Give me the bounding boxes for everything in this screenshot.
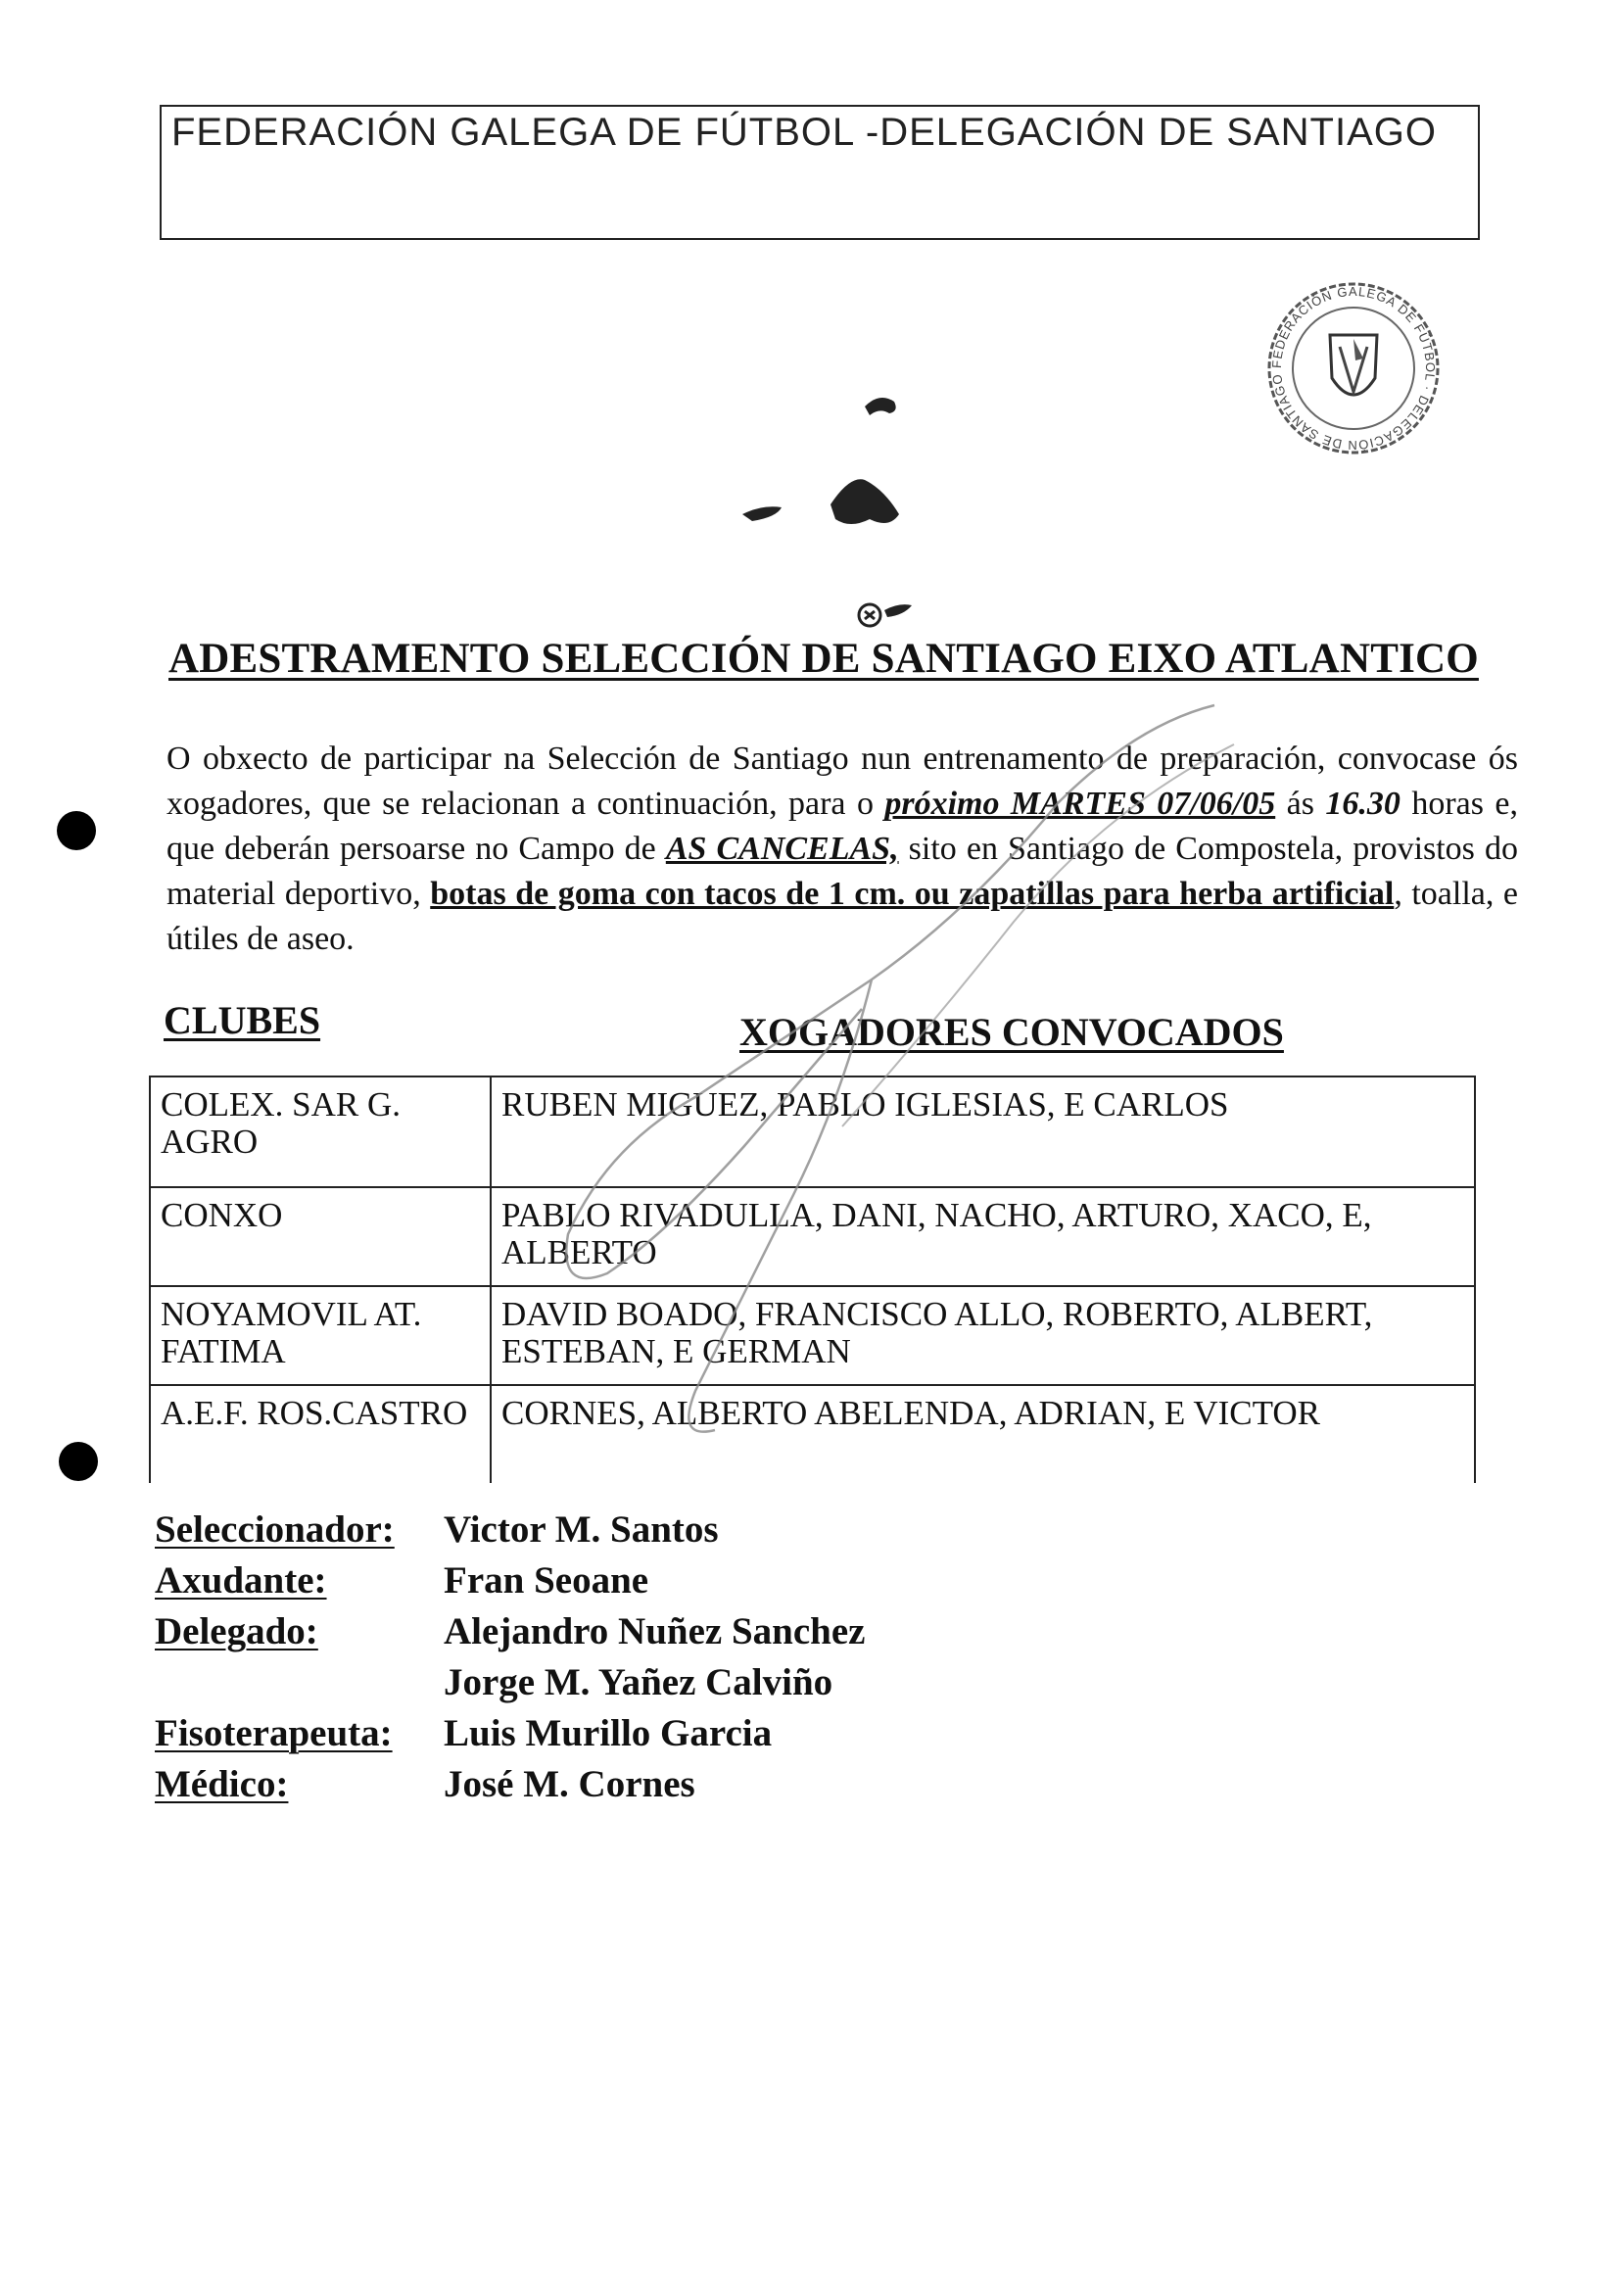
convocation-table [149, 1076, 1476, 1483]
punch-hole [59, 1442, 98, 1481]
club-cell: CONXO [150, 1187, 491, 1286]
staff-name: Fran Seoane [444, 1559, 649, 1602]
intro-paragraph [166, 737, 1518, 962]
staff-name: Alejandro Nuñez Sanchez [444, 1610, 866, 1652]
seal-text: FEDERACIÓN GALEGA DE FÚTBOL · DELEGACIÓN DE SANTIAGO [1268, 283, 1439, 454]
header-title: FEDERACIÓN GALEGA DE FÚTBOL -DELEGACIÓN DE SANTIAGO [171, 111, 1437, 154]
players-cell: PABLO RIVADULLA, DANI, NACHO, ARTURO, XACO, E, ALBERTO [491, 1187, 1475, 1286]
staff-role: Delegado: [155, 1610, 318, 1652]
document-title: ADESTRAMENTO SELECCIÓN DE SANTIAGO EIXO ATLANTICO [168, 636, 1479, 682]
club-cell: NOYAMOVIL AT. FATIMA [150, 1286, 491, 1385]
club-cell: COLEX. SAR G. AGRO [150, 1076, 491, 1187]
staff-role: Axudante: [155, 1559, 327, 1602]
staff-list [155, 1505, 865, 1810]
intro-text-5: , toalla, e útiles de aseo. [166, 876, 1518, 957]
staff-role: Médico: [155, 1763, 289, 1805]
table-row [150, 1076, 1475, 1187]
staff-row [155, 1759, 865, 1810]
staff-name: Victor M. Santos [444, 1508, 719, 1551]
staff-name: Luis Murillo Garcia [444, 1712, 773, 1754]
staff-role: Seleccionador: [155, 1508, 395, 1551]
table-row [150, 1286, 1475, 1385]
federation-seal-icon [1261, 276, 1446, 460]
club-cell: A.E.F. ROS.CASTRO [150, 1385, 491, 1483]
punch-hole [57, 811, 96, 850]
training-time: 16.30 [1325, 786, 1400, 822]
footwear-requirement: botas de goma con tacos de 1 cm. ou zapatillas para herba artificial [430, 876, 1395, 912]
clubs-column-heading: CLUBES [164, 998, 321, 1042]
table-row [150, 1385, 1475, 1483]
staff-role [155, 1657, 444, 1708]
staff-row [155, 1606, 865, 1657]
intro-text-3: horas e, que deberán persoarse no Campo de [166, 786, 1518, 867]
staff-name: Jorge M. Yañez Calviño [444, 1661, 833, 1703]
training-date: próximo MARTES 07/06/05 [884, 786, 1276, 822]
players-column-heading: XOGADORES CONVOCADOS [739, 1010, 1284, 1054]
players-cell: RUBEN MIGUEZ, PABLO IGLESIAS, E CARLOS [491, 1076, 1475, 1187]
players-cell: DAVID BOADO, FRANCISCO ALLO, ROBERTO, ALBERT, ESTEBAN, E GERMAN [491, 1286, 1475, 1385]
staff-role: Fisoterapeuta: [155, 1712, 393, 1754]
intro-text-2: ás [1275, 786, 1326, 822]
staff-row [155, 1505, 865, 1555]
intro-text-1: O obxecto de participar na Selección de Santiago nun entrenamento de preparación, convocase ós xogadores, que se relacionan a continuación, para o [166, 741, 1518, 822]
venue-name: AS CANCELAS, [665, 831, 899, 867]
staff-row [155, 1555, 865, 1606]
staff-row [155, 1657, 865, 1708]
staff-name: José M. Cornes [444, 1763, 695, 1805]
intro-text-4: sito en Santiago de Compostela, provistos do material deportivo, [166, 831, 1518, 912]
table-row [150, 1187, 1475, 1286]
footballer-logo-icon [723, 382, 948, 637]
players-cell: CORNES, ALBERTO ABELENDA, ADRIAN, E VICTOR [491, 1385, 1475, 1483]
staff-row [155, 1708, 865, 1759]
